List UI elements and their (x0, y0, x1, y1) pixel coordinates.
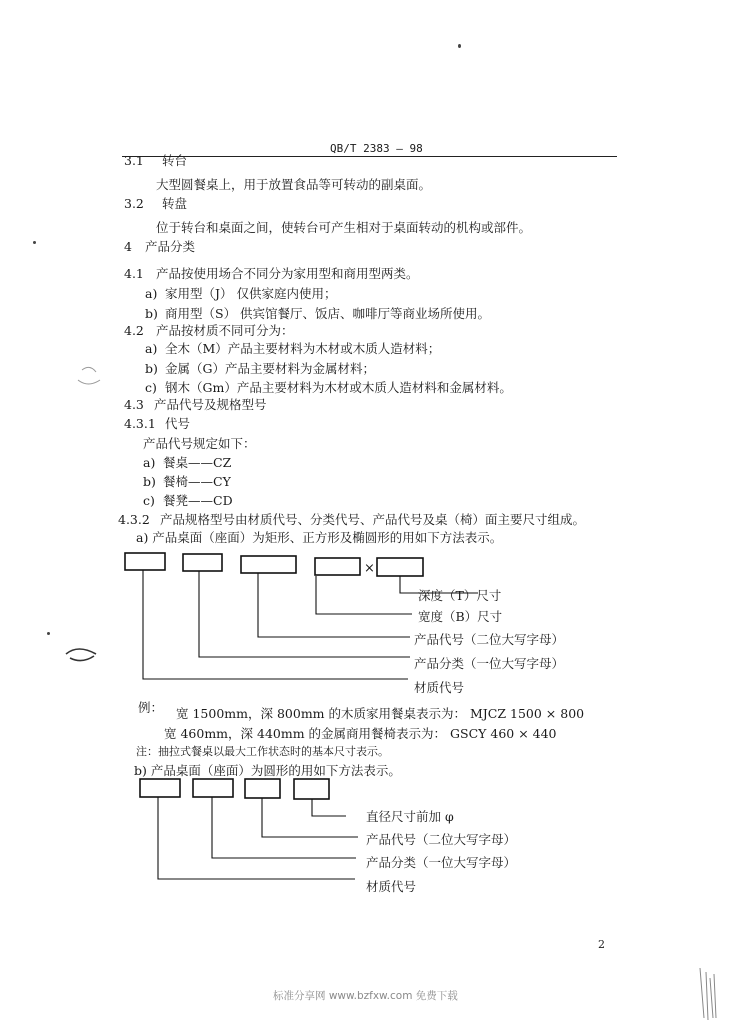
section-3-1-body: 大型圆餐桌上，用于放置食品等可转动的副桌面。 (156, 177, 432, 192)
section-4-3-1-body: 产品代号规定如下： (143, 436, 256, 451)
list-item-text: 家用型（J） 仅供家庭内使用； (165, 286, 337, 301)
list-item-text: 餐桌——CZ (163, 455, 232, 470)
example-line-2: 宽 460mm，深 440mm 的金属商用餐椅表示为： GSCY 460 × 440 (164, 726, 557, 741)
diagram-a-label-width: 宽度（B）尺寸 (418, 609, 503, 624)
diagram-b-box-product (245, 779, 280, 798)
leader-b-category (212, 797, 356, 858)
list-item-label: a) (143, 455, 156, 470)
example-line-1: 宽 1500mm，深 800mm 的木质家用餐桌表示为： MJCZ 1500 × 800 (176, 706, 585, 721)
list-item-text: 全木（M）产品主要材料为木材或木质人造材料； (165, 341, 441, 356)
diagram-b-box-material (140, 779, 180, 797)
example-label: 例： (138, 700, 164, 715)
list-item-label: a) (145, 286, 158, 301)
list-item-label: b) (145, 361, 158, 376)
section-4-3-1-number: 4.3.1 (124, 416, 156, 431)
diagram-b-label-product: 产品代号（二位大写字母） (366, 832, 517, 847)
times-sign: × (364, 561, 375, 576)
section-3-2-body: 位于转台和桌面之间，使转台可产生相对于桌面转动的机构或部件。 (156, 220, 532, 235)
leader-diameter (312, 799, 346, 816)
list-item-text: 商用型（S） 供宾馆餐厅、饭店、咖啡厅等商业场所使用。 (165, 306, 491, 321)
diagram-b-box-diameter (294, 779, 329, 799)
section-4-3-2-body: 产品规格型号由材质代号、分类代号、产品代号及桌（椅）面主要尺寸组成。 (160, 512, 586, 527)
diagram-b-label-category: 产品分类（一位大写字母） (366, 855, 517, 870)
list-item-text: 餐凳——CD (163, 493, 233, 508)
footer-watermark: 标准分享网 www.bzfxw.com 免费下载 (273, 990, 458, 1002)
section-4-3-1-title: 代号 (165, 416, 191, 431)
diagram-a-label-material: 材质代号 (414, 680, 465, 695)
leader-b-product (262, 798, 358, 837)
list-item-text: 金属（G）产品主要材料为金属材料； (165, 361, 375, 376)
section-4-3-2-a-text: a) 产品桌面（座面）为矩形、正方形及椭圆形的用如下方法表示。 (136, 530, 503, 545)
section-4-3-2-b-text: b) 产品桌面（座面）为圆形的用如下方法表示。 (134, 763, 401, 778)
diagram-b-label-diameter: 直径尺寸前加 φ (366, 809, 454, 824)
page-number: 2 (598, 938, 605, 951)
list-item-text: 餐椅——CY (163, 474, 231, 489)
section-4-2-number: 4.2 (124, 323, 144, 338)
list-item-label: c) (143, 493, 155, 508)
section-3-2-number: 3.2 (124, 196, 144, 211)
leader-b-material (158, 797, 355, 879)
section-4-2-body: 产品按材质不同可分为： (156, 323, 294, 338)
standard-number: QB/T 2383 — 98 (330, 142, 423, 155)
section-4-1-number: 4.1 (124, 266, 144, 281)
section-3-2-title: 转盘 (162, 196, 188, 211)
section-4-number: 4 (124, 239, 132, 254)
diagram-a-label-product: 产品代号（二位大写字母） (414, 632, 565, 647)
note: 注：抽拉式餐桌以最大工作状态时的基本尺寸表示。 (136, 745, 389, 758)
list-item-label: a) (145, 341, 158, 356)
section-4-3-number: 4.3 (124, 397, 144, 412)
list-item-text: 钢木（Gm）产品主要材料为木材或木质人造材料和金属材料。 (165, 380, 512, 395)
list-item-label: b) (143, 474, 156, 489)
list-item-label: c) (145, 380, 157, 395)
section-3-1-number: 3.1 (124, 153, 144, 168)
section-4-3-2-number: 4.3.2 (118, 512, 150, 527)
section-3-1-title: 转台 (162, 153, 188, 168)
list-item-label: b) (145, 306, 158, 321)
section-4-1-body: 产品按使用场合不同分为家用型和商用型两类。 (156, 266, 419, 281)
diagram-a-label-category: 产品分类（一位大写字母） (414, 656, 565, 671)
diagram-a-label-depth: 深度（T）尺寸 (418, 588, 502, 603)
section-4-3-title: 产品代号及规格型号 (154, 397, 267, 412)
diagram-b-label-material: 材质代号 (366, 879, 417, 894)
section-4-title: 产品分类 (145, 239, 196, 254)
diagram-b-box-category (193, 779, 233, 797)
